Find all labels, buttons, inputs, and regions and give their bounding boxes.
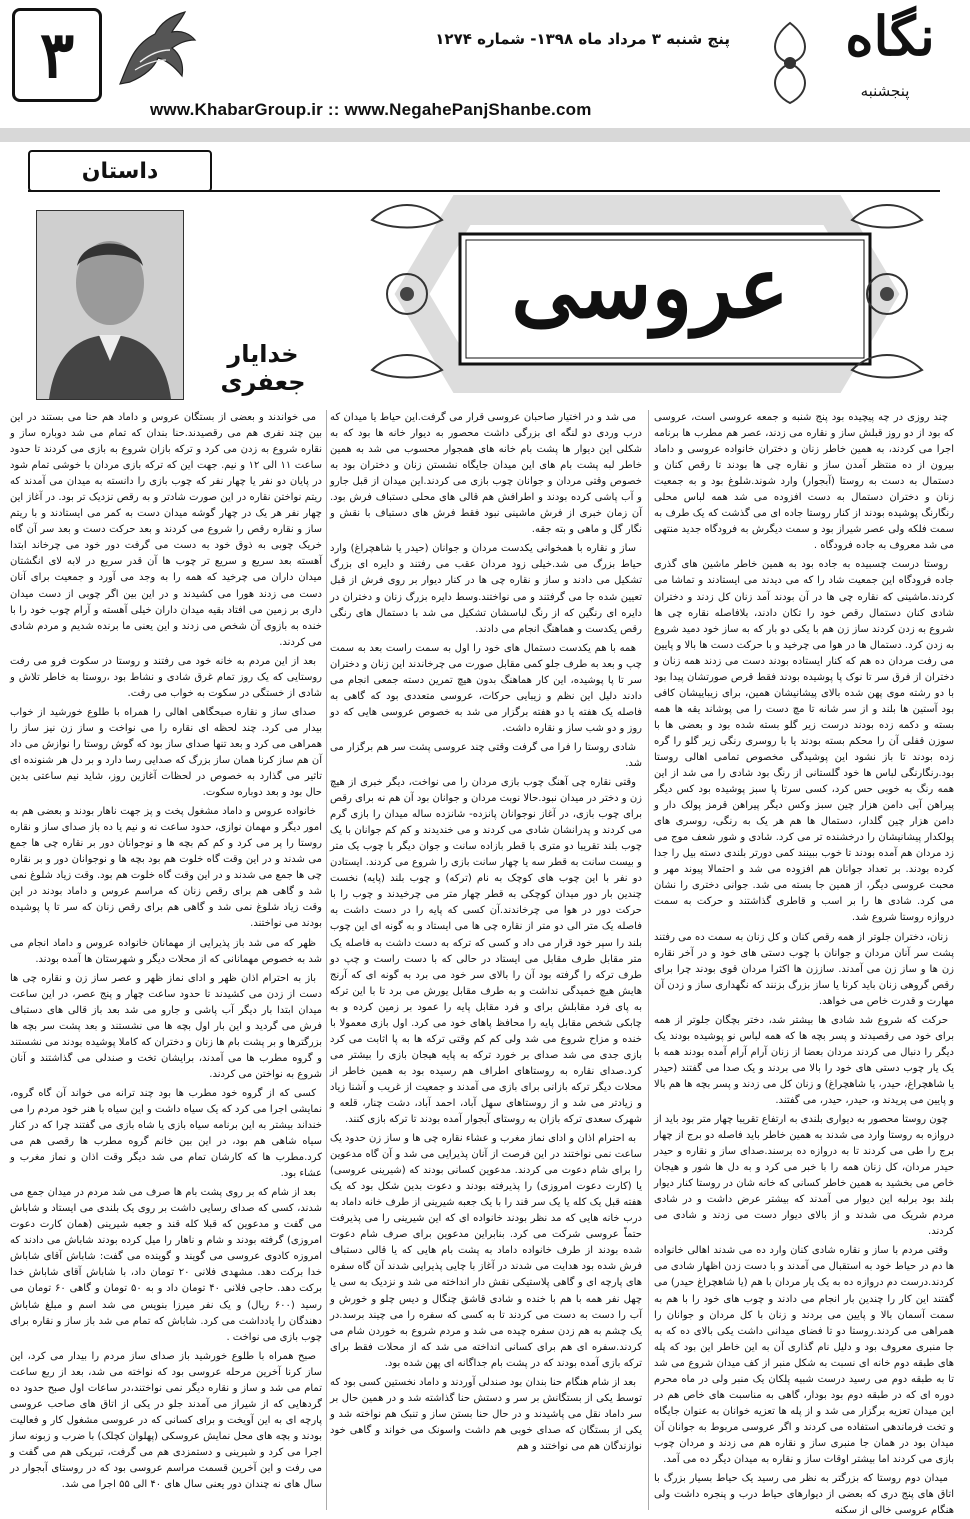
- paragraph: وقتی مردم با ساز و نقاره شادی کنان وارد ده می شدند اهالی خانواده ها دم در حیاط خود به استقبال می آمدند و با دست زدن اظهار شادی می کردند.درست دم دروازه ده به یک یار مردان با هم (یا شاهچراغ حیدر) می گفتند این کار را چندین بار انجام می دادند و چوب های خود را با هم به سمت آسمان بالا و پایین می بردند و زنان با کل مردان و جوانان را همراهی می کردند.روستا دو تا فضای میدانی داشت یکی بالای ده که به جا منبری معروف بود و دلیل نام گذاری آن به این خاطر این بود که پله های طبقه دوم خانه ای نسبت به شکل منبر از کف میدان شروع می شد تا به طبقه دوم می رسید درست شبیه پلکان یک منبر ولی در ماه محرم دوره ای که در طبقه دوم بود بودار، گاهی به مناسبت های خاص هم در این میدان تعزیه برگزار می شد و از پله ها تعزیه خوانان به عنوان جایگاه و تخت فرماندهی استفاده می کردند و اگر عروسی مربوط به جوانان آن میدان بود در همان جا منبری ساز و نقاره هم می زدند و مردان چوب بازی می کردند اما بیشتر اوقات ساز و نقاره به میدان دیگر ده می آمد.: [654, 1245, 954, 1465]
- issue-dateline: پنج شنبه ۳ مرداد ماه ۱۳۹۸- شماره ۱۲۷۴: [435, 30, 730, 48]
- paragraph: چون روستا محصور به دیواری بلندی به ارتفاع تقریبا چهار متر بود باید از دروازه به روستا وارد می شدند به همین خاطر باید فاصله دو برج از چهار برج را طی می کردند تا به دروازه ده برسند.صدای ساز و نقاره و حیدر حیدر مردان، کل زنان همه را با خبر می کرد و به دل ها شور و هیجان خاص می بخشید به همین خاطر کسانی که خانه شان در روستا کنار دیوار بلند بود برلبه این دیوار می آمدند که بیشتر عرض داشت و در شادی مردم شریک می شدند و از بالای دیوار دست می زدند و شادی می کردند.: [653, 1114, 954, 1238]
- paragraph: بعد از شام هنگام حنا بندان بود صندلی آوردند و داماد نخستین کسی بود که توسط یکی از بستگانش بر سر و دستش حنا گذاشته شد و در همین حال بر سر داماد نقل می پاشیدند و در حال حنا بستن ساز و تنبک هم نواخته شد و یکی از بستگان که صدای خوبی هم داشت واسونک می خواند و گاهی خود نوازندگان هم می نواختند و هم: [330, 1376, 642, 1452]
- paragraph: وقتی نقاره چی آهنگ چوب بازی مردان را می نواخت، دیگر خبری از هیچ زن و دختر در میدان نبود.حالا نوبت مردان و جوانان بود آن هم نه برای رقص برای چوب بازی، در آغاز نوجوانان پانزده- شانزده ساله میدان را بازی گرم می کردند و پدرانشان شادی می کردند و می خندیدند و کم کم جوانان با یک چوب بلند تقریبا دو متری با قطر بازاده سانت و جوان دیگر با چوب یک متر و بیست سانت به قطر سه یا چهار سانت بازی را شروع می کردند. ایستادن دو نفر با این چوب های کوچک به نام (ترکه) و چوب بلند (پایه) نخست چندین بار دور میدان کوچکی به قطر چهار متر می چرخیدند و چوب را با حرکت دور در هوا می چرخاندند.آن کسی که پایه را در دست داشت به فاصله یک متر الی دو متر از نقاره چی ها می ایستاد و به گونه ای این چوب بلند را سپر خود قرار می داد و کسی که ترکه به دست داشت به فاصله یک متر مقابل طرف مقابل می ایستاد در حالی که با دست راست و چپ دو طرف ترکه را گرفته بود آن را بالای سر خود می برد به گونه ای که آرنج هایش هیچ خمیدگی نداشت و به طرف مقابل یورش می برد تا با این ترکه به پای فرد مقابلش برای و فرد مقابل پایه را عمود بر زمین کرده و به چابکی شخص مقابل پایه را محافظ پاهای خود می کرد. اول بازی معمولا با خنده و مزاح شروع می شد ولی کم کم وقتی ترکه ها به پا اثابت می کرد بازی جدی می شد صدای بر خورد ترکه به پایه هیجان بازی را بیشتر می کرد.صدای نقاره به روستاهای اطراف هم رسیده بود به همین خاطر از محلات دیگر ترکه بازانی برای بازی می آمدند و جمعیت از غریب و آشنا زیاد و زیادتر می شد و از روستاهای سهل آباد، احمد آباد، دشت چنار، قلعه و شهرک سعدی ترکه بازان به روستای آبجوار آمده بودند تا ترکه بازی کنند.: [330, 777, 642, 1126]
- portrait-icon: [37, 211, 183, 399]
- paragraph: باز به احترام اذان ظهر و ادای نماز ظهر و عصر ساز زن و نقاره چی ها دست از زدن می کشیدند تا حدود ساعت چهار و پنج عصر، در این ساعت میدان ابتدا بار دیگر آب پاشی و جارو می شد بعد باز قالی های دستباف فرش می گردید و این بار اول بچه ها می نشستند و بعد پشت سر بچه ها بزرگترها و بر پشت بام ها زنان و دختران که کاملا پوشیده بودند می نشستند و گروه مطرب ها می آمدند، برایشان تخت و صندلی می گذاشتند و آنان شروع به نواختن می کردند.: [10, 972, 322, 1080]
- article-title: عروسی: [511, 238, 789, 337]
- website-urls[interactable]: www.KhabarGroup.ir :: www.NegahePanjShanbe.com: [150, 100, 592, 119]
- paragraph: به احترام اذان و ادای نماز مغرب و عشاء نقاره چی ها و ساز زن حدود یک ساعت نمی نواختند در این فرصت از آنان پذیرایی می شد و آن گاه مدعوین را برای شام دعوت می کردند. مدعوین کسانی بودند که (شیرینی عروسی) یا (کارت دعوت امروزی) را پذیرفته بودند و دعوت بدین شکل بود که یک هفته قبل یک کله یا یک سر قند را با یک جعبه شیرینی از طرف خانه داماد به درب خانه هایی که مد نظر بودند خانواده ای که این شیرینی را می پذیرفت حتماً عروسی شرکت می کرد. بنابراین مدعوین برای صرف شام دعوت شده بودند از طرف خانواده داماد به پشت بام هایی که یا قالی دستباف فرش شده بود هدایت می شدند در آغاز با چایی پذیرایی شدند آن گاه سفره های پارچه ای و گاهی پلاستیکی نقش دار انداخته می شد و نزدیک به سی یا چهل نفر همه با هم با خنده و شادی قاشق چنگال و دیس چلو و خورش و آب را دست به دست می کردند تا به کسی که سفره را می چیند برسد.در یک چشم به هم زدن سفره چیده می شد و مردم شروع به خوردن شام می کردند.سفره ای هم برای کسانی انداخته می شد که از محلات فقط برای ترکه بازی آمده بودند که در پشت بام جداگانه ای پهن شده بود.: [330, 1133, 642, 1369]
- paragraph: میدان دوم روستا که بزرگتر به نظر می رسید یک حیاط بسیار بزرگ با اتاق های پنج دری که بعضی از دیوارهای حیاط درب و پنجره داشت ولی هنگام عروسی خالی از سکنه: [654, 1473, 954, 1517]
- paragraph: روستا درست چسبیده به جاده بود به همین خاطر ماشین های گذری جاده فرودگاه این جمعیت شاد را که می دیدند می ایستادند و تماشا می کردند.ماشینی که نقاره چی ها در آن بودند آمد زنان کل زدند و دختران شادی کنان دستمال رقص خود را تکان دادند، بلافاصله نقاره چی ها شروع به زدن کردند ساز زن هم با یکی دو بار که به ساز خود دمید شروع به زدن کرد. دستمال ها در هوا می چرخید و با حرکت دست ها بالا و پایین می رفت مردان ده هم که کنار ایستاده بودند دست می زدند همه زنان و دختران از فرق سر تا نوک پا پوشیده بودند فقط قرص صورتشان پیدا بود با دو رشته موی پهن شده بالای پیشانیشان همین، برای زیباییشان کافی بود آستین ها بلند و از سر شانه تا مچ دست را می پوشاند یقه ها همه بسته و دکمه زده بودند درست زیر گلو بسته شده بود و بعضی ها با سوزن قفلی آن را محکم بسته بودند یا با روسری رنگی زیر گلو را گره زده بودند تا باز نشود این پوشیدگی مخصوص تمامی اهالی روستا بود.رنگارنگی لباس ها خود گلستانی از رنگ بود شادی را می شد از این همه رنگ به خوبی حس کرد، کسی سرتا پا سبز پوشیده بود کس دیگر پیراهن آبی دامن هزار چین سبز وکس دیگر پیراهن قرمز پولک دار و دامن هزار چین گلدار، دستمال ها هم هر یک به رنگی، روسری های پولکدار پیشانیشان را درخشنده تر می کرد. شادی و شور شعف موج می زد مردان هم آمده بودند تا خوب ببینند کمی دورتر بلندی دسته بیل را جدا کرده بودند. بر تعداد جوانان هم افزوده می شد و احتمالا پیوند مهر و محبت عروسی دیگر، از همین جا بسته می شد. جوانی دختری را نشان می کرد. شادی ها را بر اسب و قاطری گذاشتند و حرکت به سمت دروازه روستا شروع شد.: [654, 559, 954, 924]
- paragraph: صدای ساز و نقاره صبحگاهی اهالی را همراه با طلوع خورشید از خواب بیدار می کرد. چند لحظه ای نقاره را می نواخت و ساز زن نیز ساز را همراهی می کرد و بعد تنها صدای ساز بود که گوش روستا را نوازش می داد آن هم ساز کرنا همان ساز بزرگ که صدایی رسا دارد و بر دل هر شنونده ای تاثیر می گذارد به خصوص در لحظات آغازین روز، شاید نیم ساعتی بدین حال بود و بعد دوباره سکوت.: [10, 706, 322, 799]
- column-divider: [326, 410, 327, 1510]
- column-divider: [648, 410, 649, 1510]
- article-column-2: [330, 410, 642, 1510]
- author-name: خدایار جعفری: [220, 340, 306, 396]
- newspaper-logo: نگاه: [845, 4, 935, 68]
- article-column-3: [10, 410, 322, 1510]
- phoenix-emblem-icon: [100, 4, 200, 94]
- paragraph: حرکت که شروع شد شادی ها بیشتر شد، دختر بچگان جلوتر از همه برای خود می رقصیدند و پسر بچه ها که همه لباس نو پوشیده بودند یک دیگر را دنبال می کردند مردان بعضا از زنان آرام آرام آمده بودند همه با یک یار چوب دستی های خود را بالا می بردند و یک صدا می گفتند (حیدر یا شاهچراغ، حیدر، یا شاهچراغ) و زنان کل می زدند و پسر بچه ها هم بالا و پایین می پریدند و، حیدر، حیدر، می گفتند.: [654, 1014, 954, 1106]
- logo-ornament-icon: [760, 18, 820, 108]
- section-label-text: داستان: [81, 158, 159, 184]
- author-photo: [36, 210, 184, 400]
- article-column-1: [653, 410, 954, 1517]
- page-number: ۳: [39, 17, 75, 93]
- paragraph: می خواندند و بعضی از بستگان عروس و داماد هم حنا می بستند در این بین چند نفری هم می رقصیدند.حنا بندان که تمام می شد دوباره ساز و نقاره شروع به زدن می کرد و ترکه بازان شروع به بازی می کردند تا حدود ساعت ۱۱ الی ۱۲ و نیم. جهت این که ترکه بازی مردان با خوشی تمام شود در پایان دو نفر یا چهار نفر که چوب بازی را دانسته به میدان می آمدند که ریتم نواختن نقاره در این صورت شادتر و به رقص نزدیک تر بود. در آغاز این چهار نفر هر یک در چهار گوشه میدان دست به کمر می ایستادند و با ریتم ساز و نقاره رقص را شروع می کردند و بعد حرکت دست و بعد سر آن گاه خریک چوبی به ذوق خود به دست می گرفت دور خود می چرخاند ابتدا آهسته بعد سریع و سریع تر چوب ها آن قدر سریع در لابه لای انگشتان میدان داران می چرخید که همه را به وجد می آورد و جمعیت برای آنان دست می زدند هورا می کشیدند و در این بین اگر چوبی از دست میدان داری بر زمین می افتاد بقیه میدان داران خیلی آهسته و آرام چوب خود را با خنده به بازوی آن شخص می زدند و این یعنی ما برنده شدیم و مردم شادی می کردند.: [10, 412, 322, 648]
- paragraph: بعد از شام که بر روی پشت بام ها صرف می شد مردم در میدان جمع می شدند، کسی که صدای رسایی داشت بر روی یک بلندی می ایستاد و شاباش می گفت و مدعوین که قبلا کله قند و جعبه شیرینی (همان کارت دعوت امروزی) گرفته بودند و شام و ناهار را میل کرده بودند شاباش می دادند که امروزه کادوی عروسی می گویند و گوینده می گفت: شاباش آقای شاباش خدا برکت دهد. مشهدی فلانی ۲۰ تومان داد، با شاباش آقای شاباش خدا برکت دهد. حاجی فلانی ۴۰ تومان داد و به ۵۰ تومان و گاهی ۶۰ تومان می رسید (۶۰۰ ریال) و یک نفر میرزا بنویس می شد اسم و مبلغ شاباش دهندگان را یادداشت می کرد. شاباش که تمام می شد باز ساز و نقاره برای چوب بازی می نواخت .: [10, 1187, 323, 1343]
- paragraph: می شد و در اختیار صاحبان عروسی قرار می گرفت.این حیاط یا میدان که درب وردی دو لنگه ای بزرگی داشت محصور به دیوار خانه ها بود که به شکلی این دیوار ها پشت بام خانه های همجوار محسوب می شد به همین خاطر لبه پشت بام های این میدان جایگاه نشستن زنان و دختران بود به خصوص وقتی مردان و جوانان چوب بازی می کردند.این میدان از قبل جارو و آب پاشی کرده بودند و اطرافش هم قالی های محلی دستباف فرش بود. آن زمان خبری از فرش ماشینی نبود فقط فرش های دستباف با نقش و نگار گل و ماهی و بته جقه.: [330, 412, 642, 536]
- paragraph: کسی که از گروه خود مطرب ها بود چند ترانه می خواند آن گاه گروه، نمایشی اجرا می کرد که یک سیاه داشت و این سیاه با هنر خود مردم را می خنداند بیشتر به این برنامه سیاه بازی یا شاه بازی می گفتند چرا که در کنار سیاه شاهی هم بود، در این بین خانم گروه مطرب ها رقصی هم می کرد.مطرب ها که کارشان تمام می شد دیگر وقت اذان و نماز مغرب و عشاء بود.: [10, 1087, 322, 1180]
- paragraph: همه با هم یکدست دستمال های خود را اول به سمت راست بعد به سمت چپ و بعد به طرف جلو کمی مقابل صورت می چرخاندند این زنان و دختران سر تا پا پوشیده، این کار هماهنگ بدون هیچ تمرین دسته جمعی انجام می دادند دلیل این نظم و زیبایی حرکات، عروسی متعددی بود که گاهی به فاصله یک هفته یا دو هفته برگزار می شد به خصوص عروسی هایی که دو روز و دو شب ساز و نقاره داشت.: [330, 642, 642, 734]
- newspaper-logo-subtitle: پنجشنبه: [860, 82, 910, 100]
- paragraph: زنان، دختران جلوتر از همه رقص کنان و کل زنان به سمت ده می رفتند پشت سر آنان مردان و جوانان با چوب دستی های خود و در آخر نقاره زن ها و ساز زن می آمدند. ساززن ها اکثرا مردان قوی بودند چرا برای رقص گروهی زنان باید کرنا یا ساز بزرگ بزنند که نگهداری ساز و زدن آن مهارت و قدرت خاص می خواهد.: [654, 931, 954, 1007]
- paragraph: خانواده عروس و داماد مشغول پخت و پز جهت ناهار بودند و بعضی هم به امور دیگر و مهمان نوازی، حدود ساعت نه و نیم یا ده باز صدای ساز و نقاره روستا را پر می کرد و کم کم بچه ها و نوجوانان دور بر نقاره چی ها جمع می شدند و در این وقت گاه خلوت هم بود بچه ها و نوجوانان دور و بر نقاره چی ها جمع می شدند و در این وقت گاه خلوت هم بود. وقت زیاد شلوغ نمی شد و گاهی هم برای رقص زنان که مراسم عروس و داماد بودند در این وقت زیاد شلوغ نمی شد و گاهی هم برای رقص زنان که سر تا پا پوشیده بودند می نواختند.: [10, 806, 322, 930]
- header-divider: [0, 128, 970, 142]
- paragraph: چند روزی در چه پیچیده بود پنج شنبه و جمعه عروسی است، عروسی که بود از دو روز قبلش ساز و نقاره می زدند، عصر هم مطرب ها برنامه اجرا می کردند، به همین خاطر زنان و دختران خانواده عروسی و داماد بیرون از ده منتظر آمدن ساز و نقاره چی ها بودند تا رقص کنان و دستمال به دست به روستا (آبجوار) وارد شوند.شلوغ بود و به جمعیت زنان و دختران دستمال به دست افزوده می شد همه لباس محلی رنگارنگ پوشیده بودند از کنار روستا جاده ای می گذشت که یک طرف به سمت فلکه ولی عصر شیراز بود و سمت دیگرش به فرودگاه جدید منتهی می شد معروف به جاده فرودگاه .: [654, 412, 954, 552]
- section-label: [28, 150, 212, 192]
- paragraph: ظهر که می شد باز پذیرایی از مهمانان خانواده عروس و داماد انجام می شد به خصوص مهمانانی که از محلات دیگر و شهرستان ها آمده بودند.: [10, 937, 322, 965]
- paragraph: شادی روستا را فرا می گرفت وقتی چند عروسی پشت سر هم برگزار می شد.: [330, 741, 642, 769]
- paragraph: ساز و نقاره با همخوانی یکدست مردان و جوانان (حیدر یا شاهچراغ) وارد حیاط بزرگ می شد.خیلی زود مردان عقب می رفتند و دایره ای بزرگ تشکیل می دادند و ساز و نقاره چی ها در کنار دیوار بر روی فرش از قبل تعیین شده جا می گرفتند و می نواختند.وسط دایره بزرگ زنان و دختران در دایره ای رنگین که از رنگ لباسشان تشکیل می شد با دستمال های رنگی رقص یکدست و هماهنگ انجام می دادند.: [330, 543, 642, 635]
- paragraph: بعد از این مردم به خانه خود می رفتند و روستا در سکوت فرو می رفت روستایی که یک روز تمام غرق شادی و نشاط بود ،روستا به خاطر تلاش و شادی از خستگی در سکوت به خواب می رفت.: [10, 655, 322, 699]
- page-number-box: [12, 8, 102, 102]
- paragraph: صبح همراه با طلوع خورشید باز صدای ساز مردم را بیدار می کرد، این ساز کرنا آخرین مرحله عروسی بود که نواخته می شد، بعد از ربع ساعت تمام می شد و ساز و نقاره دیگر نمی نواختند،در ساعات اول صبح حدود ده گردهایی که از شیراز می آمدند جلو در یکی از اتاق های صاحب عروسی پارچه ای به این آویخت و برای کسانی که در عروسی مشغول کار و فعالیت بودند و بچه های محل نمایش عروسکی (پهلوان کچلک) با ضرب و زبونه ساز اجرا می کرد و شیرینی و دستمزدی هم می گرفت، تبریکی هم می گفت و می رفت و این آخرین قسمت مراسم عروسی بود که در روستای آبجوار در سال های نه چندان دور یعنی سال های ۴۰ الی ۵۵ اجرا می شد.: [10, 1350, 322, 1491]
